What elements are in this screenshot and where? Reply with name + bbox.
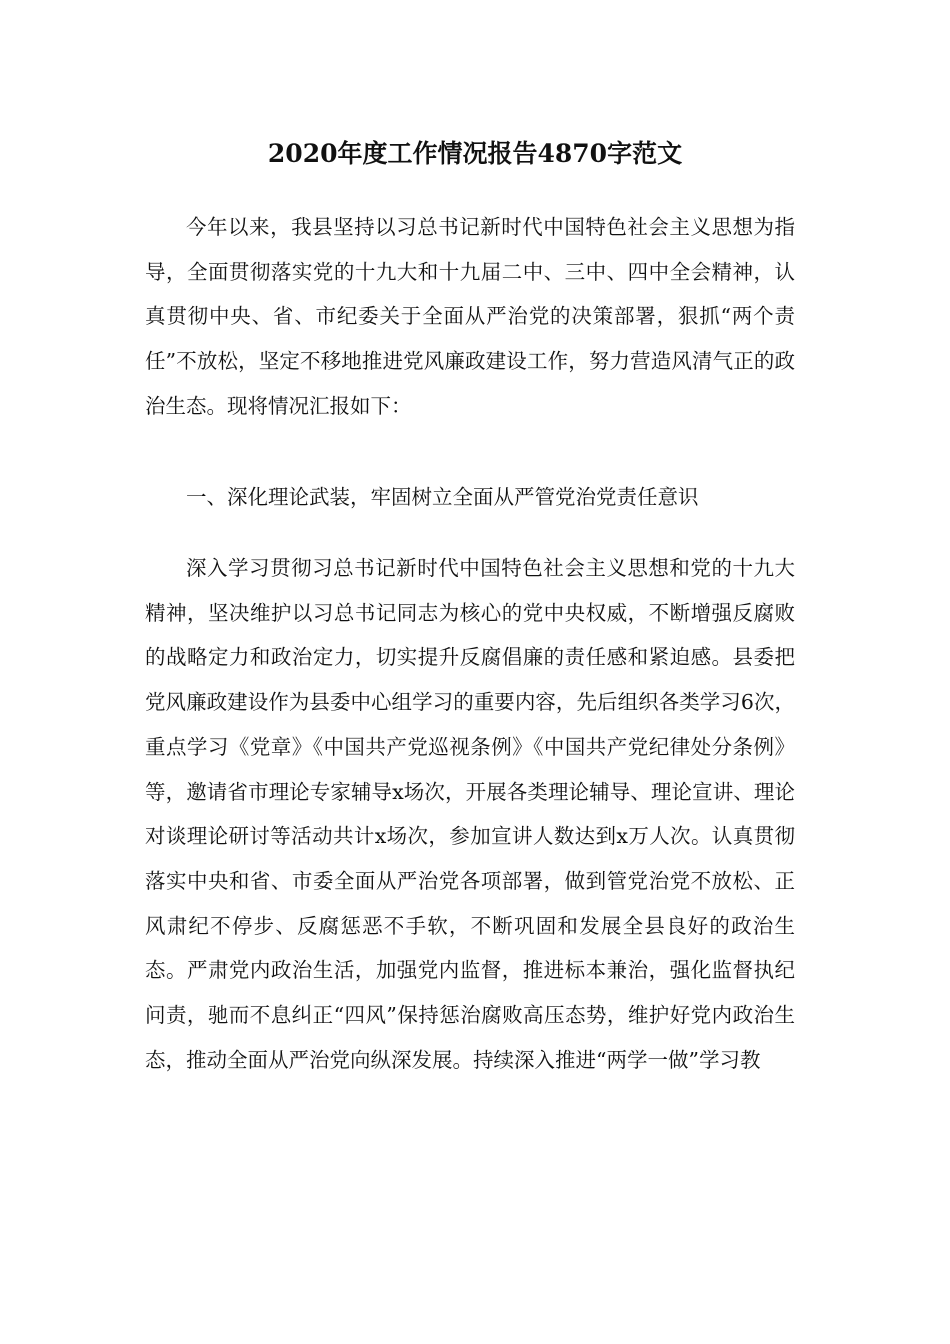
- section-paragraph: 深入学习贯彻习总书记新时代中国特色社会主义思想和党的十九大精神，坚决维护以习总书记同志为核心的党中央权威，不断增强反腐败的战略定力和政治定力，切实提升反腐倡廉的责任感和紧迫感。县委把党风廉政建设作为县委中心组学习的重要内容，先后组织各类学习6次，重点学习《党章》《中国共产党巡视条例》《中国共产党纪律处分条例》等，邀请省市理论专家辅导x场次，开展各类理论辅导、理论宣讲、理论对谈理论研讨等活动共计x场次，参加宣讲人数达到x万人次。认真贯彻落实中央和省、市委全面从严治党各项部署，做到管党治党不放松、正风肃纪不停步、反腐惩恶不手软，不断巩固和发展全县良好的政治生态。严肃党内政治生活，加强党内监督，推进标本兼治，强化监督执纪问责，驰而不息纠正“四风”保持惩治腐败高压态势，维护好党内政治生态，推动全面从严治党向纵深发展。持续深入推进“两学一做”学习教: [145, 556, 795, 1072]
- intro-paragraph: 今年以来，我县坚持以习总书记新时代中国特色社会主义思想为指导，全面贯彻落实党的十九大和十九届二中、三中、四中全会精神，认真贯彻中央、省、市纪委关于全面从严治党的决策部署，狠抓“两个责任”不放松，坚定不移地推进党风廉政建设工作，努力营造风清气正的政治生态。现将情况汇报如下：: [145, 215, 795, 418]
- document-title: 2020年度工作情况报告4870字范文: [267, 139, 683, 168]
- section-heading: 一、深化理论武装，牢固树立全面从严管党治党责任意识: [186, 485, 699, 509]
